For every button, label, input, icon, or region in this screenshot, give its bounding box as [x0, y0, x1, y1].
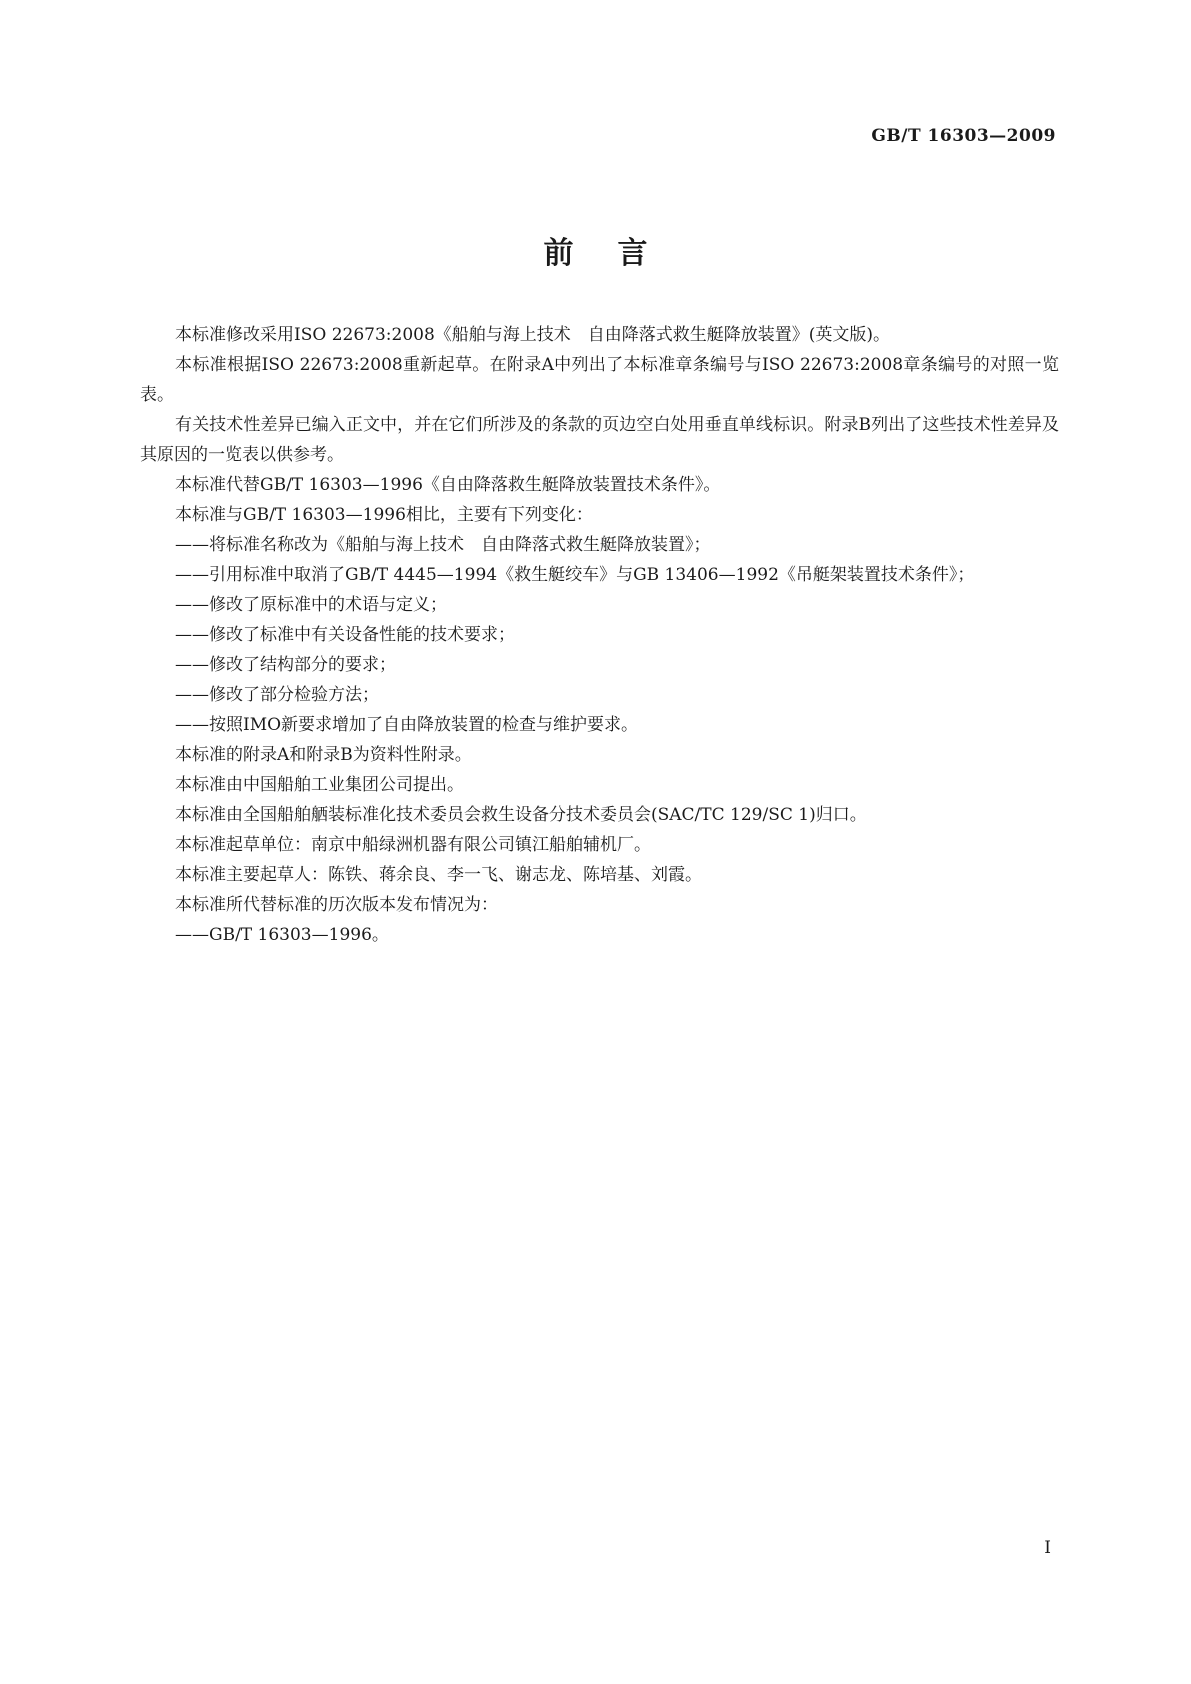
paragraph: 本标准代替GB/T 16303—1996《自由降落救生艇降放装置技术条件》。 — [175, 475, 721, 495]
page-title: 前言 — [543, 236, 692, 271]
change-list-item: ——修改了结构部分的要求； — [175, 655, 396, 675]
document-body — [140, 320, 1059, 950]
paragraph: 本标准起草单位：南京中船绿洲机器有限公司镇江船舶辅机厂。 — [175, 835, 651, 855]
paragraph: 本标准的附录A和附录B为资料性附录。 — [175, 745, 472, 765]
page-number: I — [1044, 1538, 1051, 1558]
paragraph: 本标准修改采用ISO 22673:2008《船舶与海上技术 自由降落式救生艇降放装置》(英文版)。 — [175, 325, 891, 345]
change-list-item: ——引用标准中取消了GB/T 4445—1994《救生艇绞车》与GB 13406—1992《吊艇架装置技术条件》； — [175, 565, 975, 585]
change-list-item: ——按照IMO新要求增加了自由降放装置的检查与维护要求。 — [175, 715, 639, 735]
paragraph: 本标准所代替标准的历次版本发布情况为： — [175, 895, 498, 915]
paragraph: 本标准由中国船舶工业集团公司提出。 — [175, 775, 464, 795]
change-list-item: ——修改了标准中有关设备性能的技术要求； — [175, 625, 515, 645]
standard-code: GB/T 16303—2009 — [871, 126, 1056, 146]
paragraph: 本标准主要起草人：陈铁、蒋余良、李一飞、谢志龙、陈培基、刘霞。 — [175, 865, 702, 885]
paragraph: 本标准与GB/T 16303—1996相比，主要有下列变化： — [175, 505, 593, 525]
change-list-item: ——修改了部分检验方法； — [175, 685, 379, 705]
change-list-item: ——将标准名称改为《船舶与海上技术 自由降落式救生艇降放装置》； — [175, 535, 711, 555]
change-list-item: ——修改了原标准中的术语与定义； — [175, 595, 447, 615]
paragraph: 本标准由全国船舶舾装标准化技术委员会救生设备分技术委员会(SAC/TC 129/SC 1)归口。 — [175, 805, 867, 825]
paragraph: 有关技术性差异已编入正文中，并在它们所涉及的条款的页边空白处用垂直单线标识。附录B列出了这些技术性差异及其原因的一览表以供参考。 — [140, 415, 1059, 465]
paragraph: 本标准根据ISO 22673:2008重新起草。在附录A中列出了本标准章条编号与ISO 22673:2008章条编号的对照一览表。 — [140, 355, 1059, 405]
history-list-item: ——GB/T 16303—1996。 — [175, 925, 389, 945]
